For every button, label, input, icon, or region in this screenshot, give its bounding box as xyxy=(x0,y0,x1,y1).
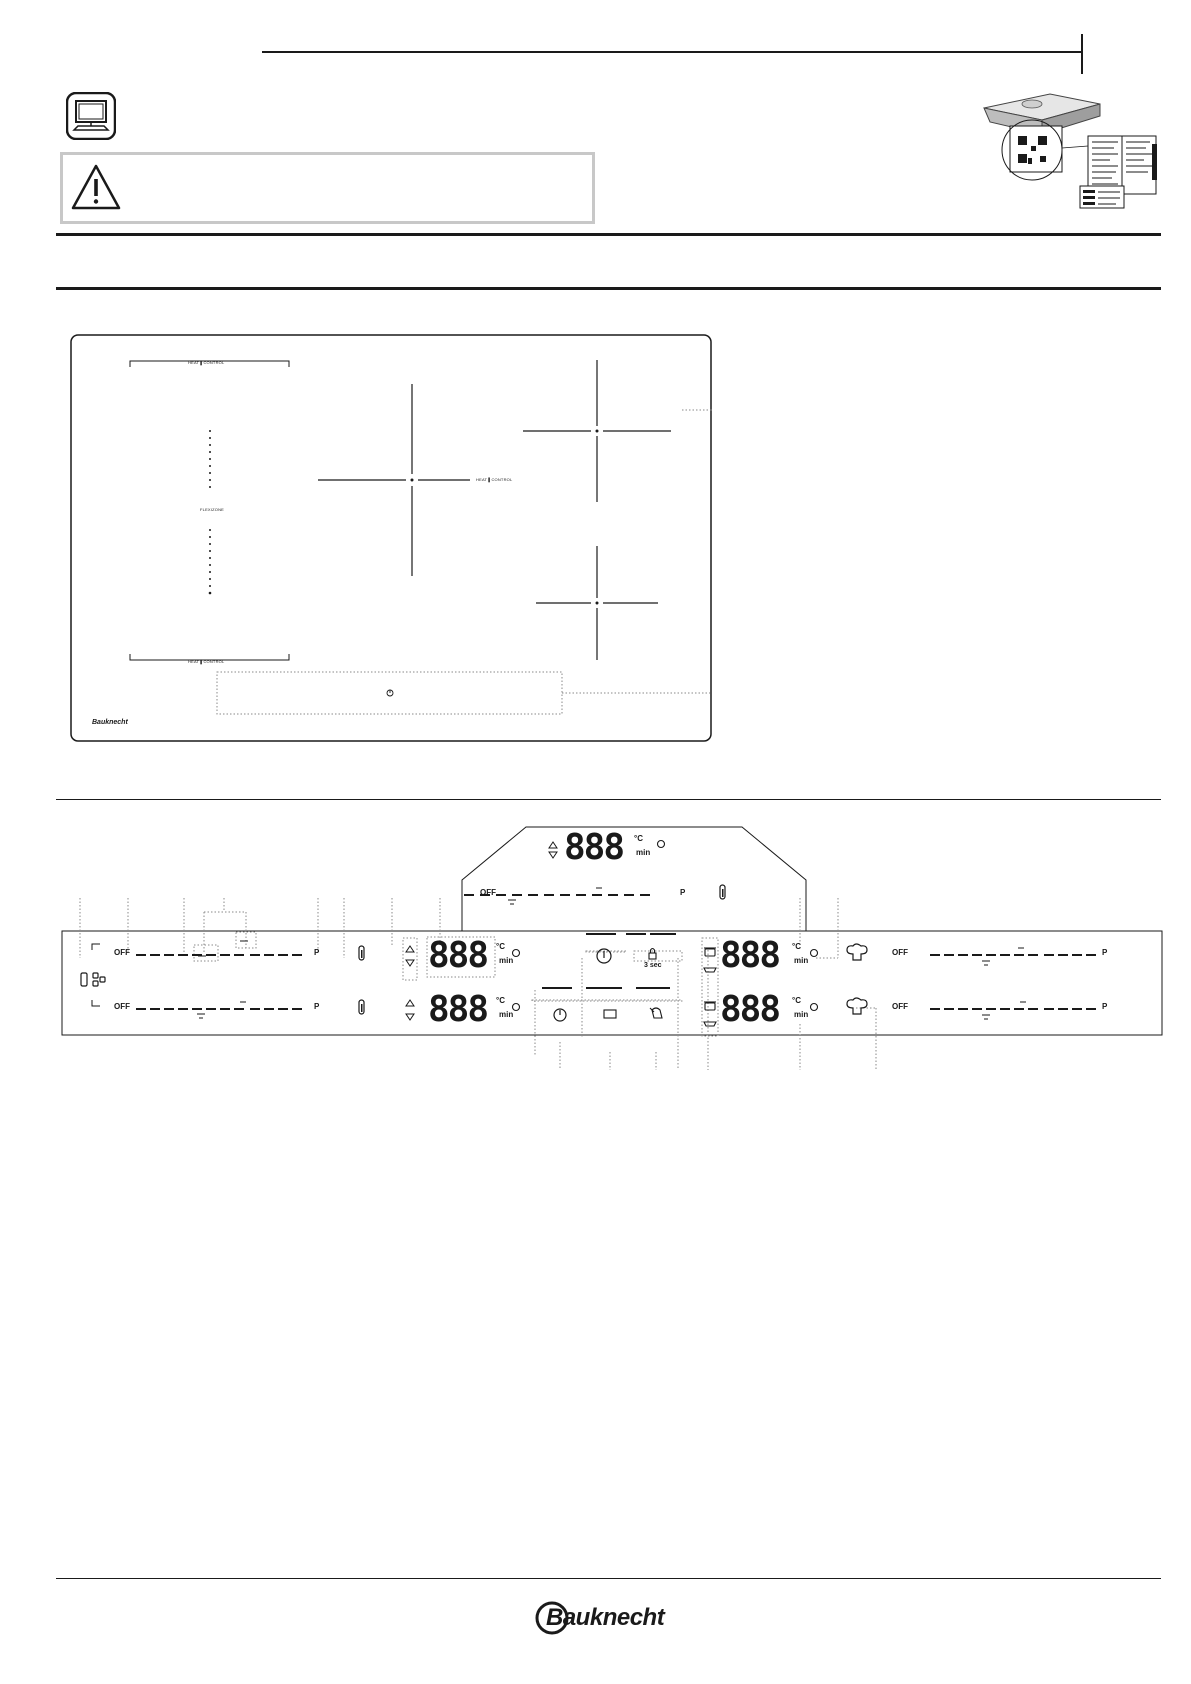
footer-brand: Bauknecht xyxy=(546,1604,665,1631)
row2-right-off-label: OFF xyxy=(892,1002,908,1011)
left-display-1: 888 xyxy=(428,935,488,976)
rating-plate-illustration xyxy=(980,86,1160,214)
hob-brand: Bauknecht xyxy=(92,719,128,726)
control-panel-diagram xyxy=(56,820,1166,1070)
hob-diagram xyxy=(70,334,712,744)
section-rule-1 xyxy=(56,233,1161,236)
lock-time-label: 3 sec xyxy=(644,962,662,969)
row1-right-p-label: P xyxy=(1102,948,1108,957)
row2-right-p-label: P xyxy=(1102,1002,1108,1011)
left-celsius-1: °C xyxy=(496,942,505,951)
right-celsius-1: °C xyxy=(792,942,801,951)
row2-off-label: OFF xyxy=(114,1002,130,1011)
zone-label-top: HEAT ▌CONTROL xyxy=(188,360,225,365)
row1-off-label: OFF xyxy=(114,948,130,957)
footer-rule xyxy=(56,1578,1161,1579)
right-min-2: min xyxy=(794,1010,809,1019)
popout-display: 888 xyxy=(564,827,624,868)
header-rule xyxy=(262,51,1082,53)
footer-logo xyxy=(534,1600,684,1636)
popout-min: min xyxy=(636,848,651,857)
right-min-1: min xyxy=(794,956,809,965)
left-min-2: min xyxy=(499,1010,514,1019)
row1-right-off-label: OFF xyxy=(892,948,908,957)
popout-celsius: °C xyxy=(634,834,643,843)
popout-off-label: OFF xyxy=(480,888,496,897)
section-rule-3 xyxy=(56,799,1161,800)
right-display-1: 888 xyxy=(720,935,780,976)
left-min-1: min xyxy=(499,956,514,965)
popout-p-label: P xyxy=(680,888,686,897)
warning-box xyxy=(60,152,595,224)
zone-label-mid: HEAT ▌CONTROL xyxy=(476,477,513,482)
left-display-2: 888 xyxy=(428,989,488,1030)
flexi-label: FLEXIZONE xyxy=(200,507,225,512)
warning-icon xyxy=(71,163,121,216)
left-celsius-2: °C xyxy=(496,996,505,1005)
row1-p-label: P xyxy=(314,948,320,957)
right-display-2: 888 xyxy=(720,989,780,1030)
section-rule-2 xyxy=(56,287,1161,290)
monitor-icon xyxy=(66,92,116,140)
row2-p-label: P xyxy=(314,1002,320,1011)
zone-label-bottom: HEAT ▌CONTROL xyxy=(188,659,225,664)
right-celsius-2: °C xyxy=(792,996,801,1005)
header-rule-tick xyxy=(1081,34,1083,74)
